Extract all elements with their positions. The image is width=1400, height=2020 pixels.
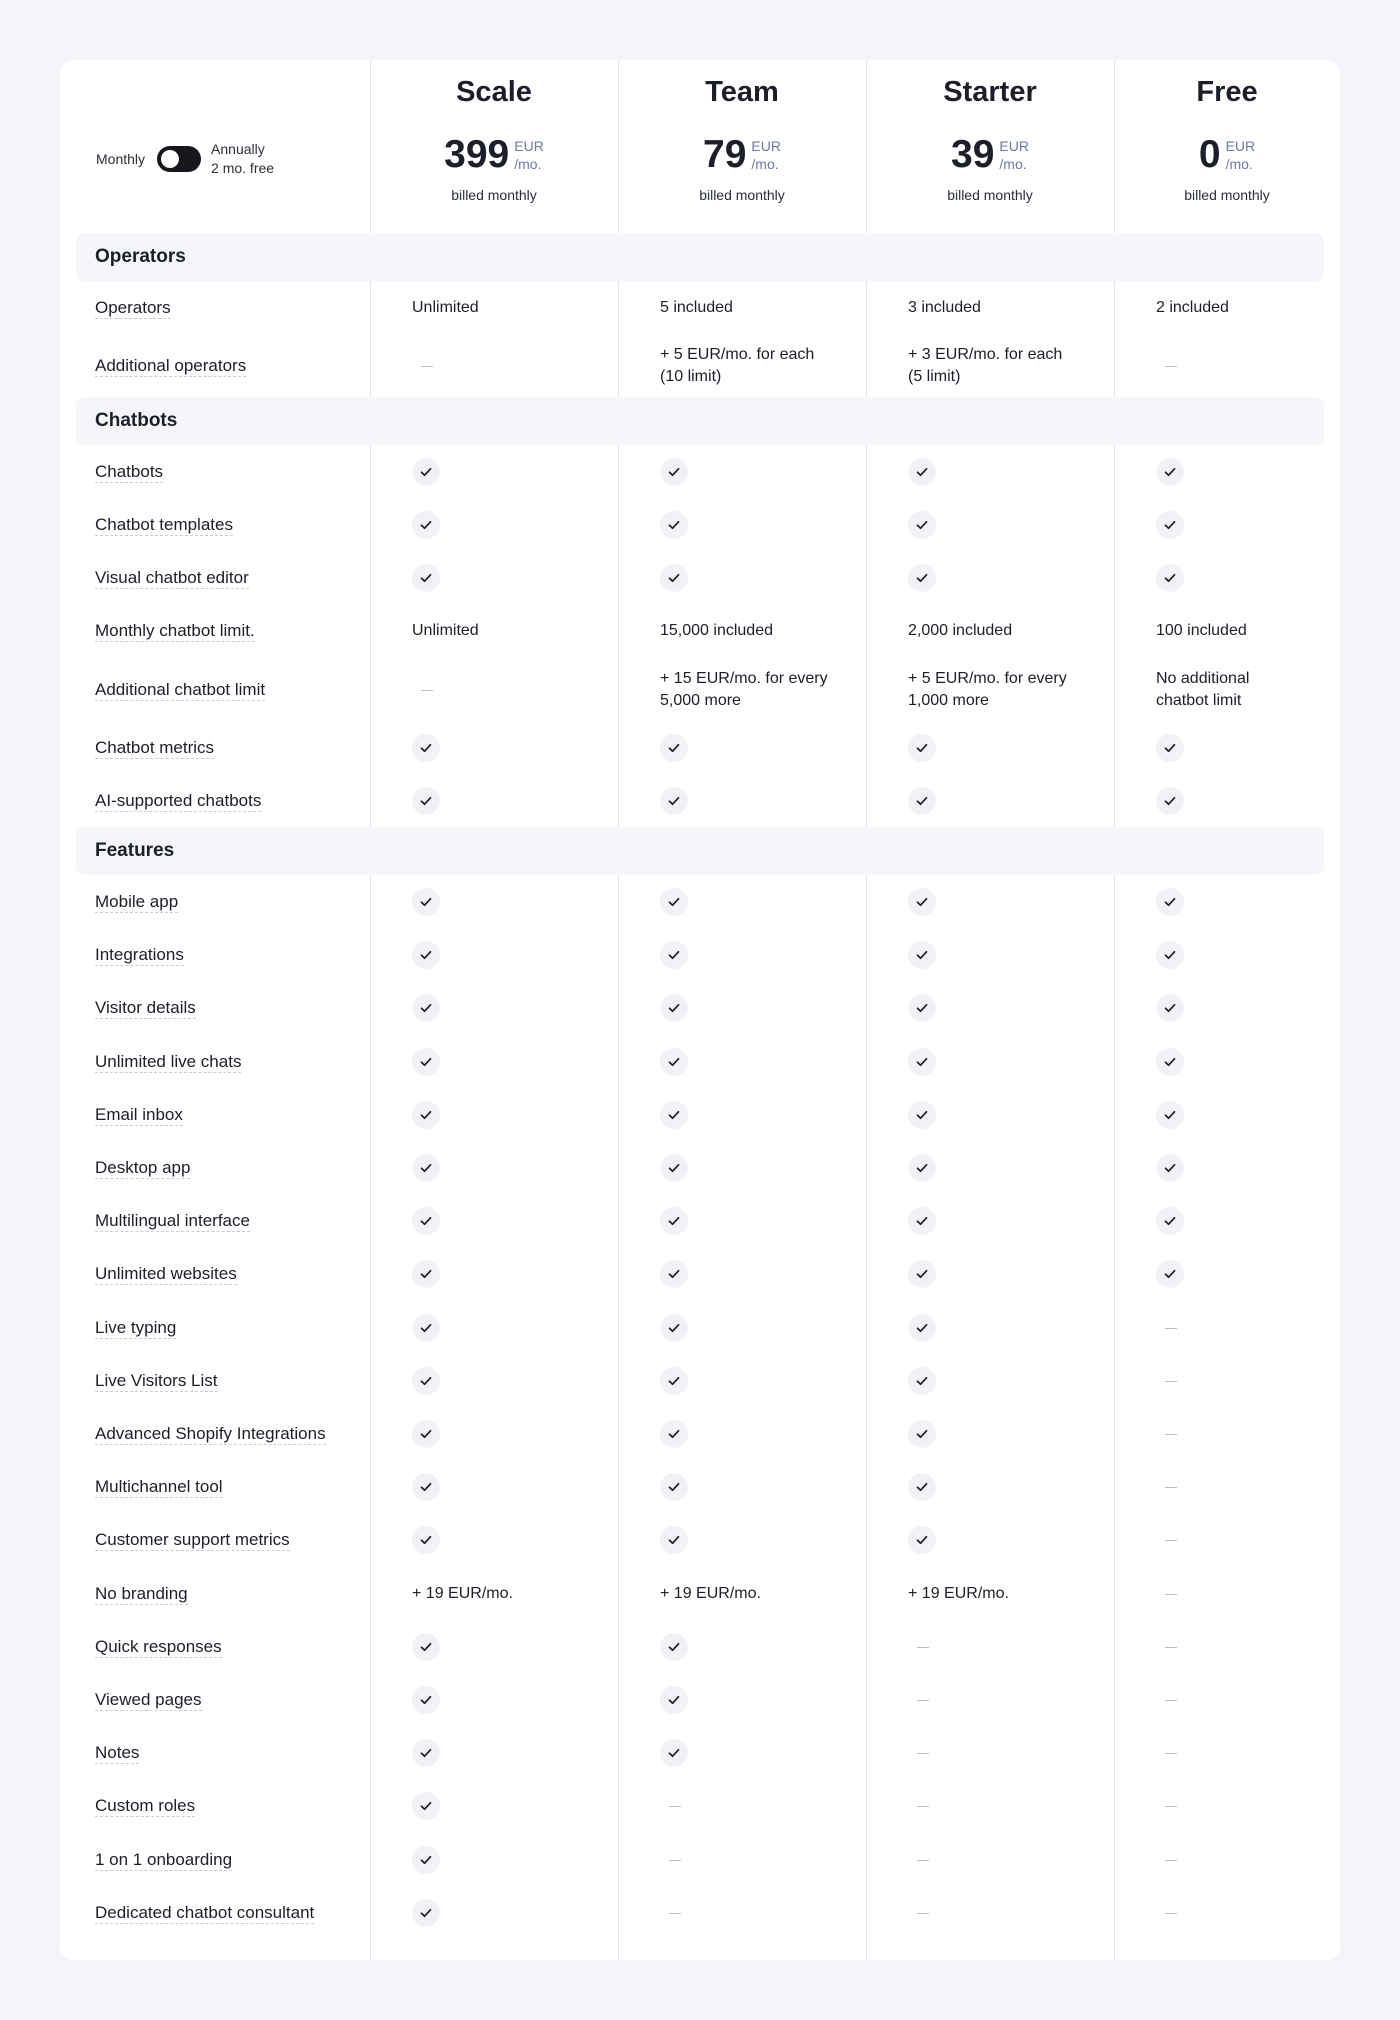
table-row: [60, 721, 1340, 774]
table-row: [60, 1195, 1340, 1248]
price-currency: EUR: [999, 138, 1029, 154]
check-icon: [908, 458, 936, 486]
dash-icon: [1165, 1700, 1177, 1701]
plan-value: [412, 297, 479, 319]
price-amount: 399: [444, 133, 510, 176]
feature-label[interactable]: AI-supported chatbots: [95, 790, 262, 810]
check-icon: [412, 1739, 440, 1767]
plan-value-line: Unlimited: [412, 298, 479, 316]
feature-label[interactable]: Customer support metrics: [95, 1530, 290, 1550]
price-period: /mo.: [514, 156, 542, 172]
check-icon: [660, 787, 688, 815]
section-title: Operators: [95, 246, 186, 267]
feature-label[interactable]: Chatbots: [95, 461, 164, 481]
dash-icon: [1165, 1594, 1177, 1595]
check-icon: [908, 1048, 936, 1076]
table-row: [60, 658, 1340, 721]
plan-value-line: 5,000 more: [660, 691, 741, 709]
plan-value: [908, 344, 1062, 388]
section-header-features: [76, 827, 1324, 875]
annually-label: Annually: [211, 141, 265, 157]
check-icon: [660, 1367, 688, 1395]
check-icon: [660, 564, 688, 592]
table-row: [60, 334, 1340, 397]
dash-icon: [1165, 1328, 1177, 1329]
plan-value: [660, 297, 733, 319]
check-icon: [908, 1154, 936, 1182]
check-icon: [908, 1314, 936, 1342]
check-icon: [1156, 941, 1184, 969]
check-icon: [660, 1473, 688, 1501]
feature-label[interactable]: Dedicated chatbot consultant: [95, 1902, 315, 1922]
price-unit: [751, 137, 781, 173]
plan-value-line: + 5 EUR/mo. for each: [660, 345, 815, 363]
dash-icon: [917, 1806, 929, 1807]
check-icon: [412, 1048, 440, 1076]
table-row: [60, 929, 1340, 982]
check-icon: [660, 888, 688, 916]
table-row: [60, 1088, 1340, 1141]
plan-price: [866, 135, 1114, 175]
check-icon: [908, 888, 936, 916]
dash-icon: [917, 1860, 929, 1861]
check-icon: [412, 564, 440, 592]
check-icon: [412, 1154, 440, 1182]
check-icon: [660, 1314, 688, 1342]
plan-header-team: [618, 60, 866, 235]
dash-icon: [421, 366, 433, 367]
price-amount: 39: [951, 133, 995, 176]
table-row: [60, 1248, 1340, 1301]
check-icon: [660, 1260, 688, 1288]
price-unit: [514, 137, 544, 173]
plan-value-line: 5 included: [660, 298, 733, 316]
plan-value-line: + 3 EUR/mo. for each: [908, 345, 1063, 363]
feature-label[interactable]: Desktop app: [95, 1157, 191, 1177]
billing-note: billed monthly: [947, 187, 1033, 203]
plan-value: [1156, 620, 1247, 642]
check-icon: [1156, 1101, 1184, 1129]
check-icon: [660, 1526, 688, 1554]
plan-value-line: 1,000 more: [908, 691, 989, 709]
plan-value: [660, 1583, 761, 1605]
check-icon: [1156, 1154, 1184, 1182]
feature-label[interactable]: Quick responses: [95, 1636, 222, 1656]
check-icon: [660, 1739, 688, 1767]
price-period: /mo.: [751, 156, 779, 172]
check-icon: [660, 1154, 688, 1182]
check-icon: [412, 888, 440, 916]
plan-value-line: + 15 EUR/mo. for every: [660, 669, 828, 687]
check-icon: [412, 1367, 440, 1395]
plan-name: Scale: [456, 76, 532, 108]
table-row: [60, 1354, 1340, 1407]
check-icon: [660, 1207, 688, 1235]
table-row: [60, 1727, 1340, 1780]
section-header-chatbots: [76, 397, 1324, 445]
check-icon: [412, 1526, 440, 1554]
feature-label[interactable]: Multichannel tool: [95, 1477, 223, 1497]
price-amount: 0: [1198, 133, 1221, 176]
check-icon: [1156, 564, 1184, 592]
check-icon: [412, 1792, 440, 1820]
billing-note: billed monthly: [699, 187, 785, 203]
dash-icon: [1165, 1913, 1177, 1914]
feature-label[interactable]: Live typing: [95, 1317, 177, 1337]
price-currency: EUR: [514, 138, 544, 154]
feature-label[interactable]: Visual chatbot editor: [95, 568, 249, 588]
plan-header-starter: [866, 60, 1114, 235]
section-header-operators: [76, 233, 1324, 281]
feature-label[interactable]: Unlimited websites: [95, 1264, 237, 1284]
dash-icon: [1165, 1381, 1177, 1382]
feature-label[interactable]: Additional chatbot limit: [95, 679, 266, 699]
plan-value: [660, 620, 773, 642]
check-icon: [412, 1314, 440, 1342]
table-row: [60, 1301, 1340, 1354]
price-period: /mo.: [1225, 156, 1253, 172]
plan-value-line: 3 included: [908, 298, 981, 316]
plan-price: [1114, 135, 1340, 175]
feature-label[interactable]: Viewed pages: [95, 1689, 202, 1709]
table-row: [60, 498, 1340, 551]
billing-toggle-group: [96, 140, 274, 178]
dash-icon: [917, 1753, 929, 1754]
feature-label[interactable]: Visitor details: [95, 998, 196, 1018]
check-icon: [660, 458, 688, 486]
plan-value: [660, 668, 828, 712]
billing-period-toggle[interactable]: [157, 146, 201, 172]
check-icon: [660, 1048, 688, 1076]
table-row: [60, 1035, 1340, 1088]
check-icon: [412, 1420, 440, 1448]
plan-value-line: Unlimited: [412, 622, 479, 640]
table-row: [60, 445, 1340, 498]
plan-price: [618, 135, 866, 175]
feature-label[interactable]: Live Visitors List: [95, 1370, 218, 1390]
feature-label[interactable]: Custom roles: [95, 1796, 196, 1816]
check-icon: [660, 994, 688, 1022]
feature-label[interactable]: Mobile app: [95, 891, 179, 911]
feature-label[interactable]: Integrations: [95, 945, 184, 965]
table-row: [60, 1780, 1340, 1833]
dash-icon: [669, 1860, 681, 1861]
check-icon: [660, 511, 688, 539]
dash-icon: [1165, 1806, 1177, 1807]
feature-label[interactable]: Chatbot metrics: [95, 737, 215, 757]
dash-icon: [917, 1647, 929, 1648]
table-row: [60, 552, 1340, 605]
check-icon: [412, 941, 440, 969]
dash-icon: [1165, 1487, 1177, 1488]
plan-value-line: 2,000 included: [908, 622, 1013, 640]
check-icon: [412, 787, 440, 815]
check-icon: [412, 1473, 440, 1501]
table-row: [60, 774, 1340, 827]
table-row: [60, 1461, 1340, 1514]
price-period: /mo.: [999, 156, 1027, 172]
feature-label[interactable]: Additional operators: [95, 355, 247, 375]
check-icon: [660, 941, 688, 969]
toggle-knob: [161, 150, 179, 168]
plan-value: [908, 620, 1012, 642]
table-row: [60, 1620, 1340, 1673]
plan-value-line: (5 limit): [908, 367, 961, 385]
plan-value-line: chatbot limit: [1156, 691, 1242, 709]
check-icon: [660, 1686, 688, 1714]
check-icon: [908, 564, 936, 592]
check-icon: [908, 1260, 936, 1288]
feature-label[interactable]: Operators: [95, 297, 171, 317]
plan-name: Starter: [943, 76, 1037, 108]
dash-icon: [421, 690, 433, 691]
check-icon: [412, 1899, 440, 1927]
feature-label[interactable]: Notes: [95, 1743, 140, 1763]
plan-value-line: 100 included: [1156, 622, 1247, 640]
check-icon: [908, 941, 936, 969]
check-icon: [1156, 458, 1184, 486]
check-icon: [908, 1367, 936, 1395]
pricing-comparison-table: [60, 60, 1340, 1960]
table-row: [60, 605, 1340, 658]
check-icon: [1156, 1207, 1184, 1235]
check-icon: [412, 1101, 440, 1129]
table-row: [60, 1673, 1340, 1726]
check-icon: [908, 1473, 936, 1501]
billing-note: billed monthly: [1184, 187, 1270, 203]
plan-value-line: 2 included: [1156, 298, 1229, 316]
plan-value: [660, 344, 814, 388]
check-icon: [1156, 994, 1184, 1022]
table-row: [60, 1514, 1340, 1567]
check-icon: [1156, 734, 1184, 762]
plan-value-line: 15,000 included: [660, 622, 773, 640]
price-currency: EUR: [1225, 138, 1256, 154]
table-row: [60, 1407, 1340, 1460]
plan-value: [1156, 668, 1249, 712]
check-icon: [908, 994, 936, 1022]
dash-icon: [1165, 1540, 1177, 1541]
feature-label[interactable]: Multilingual interface: [95, 1211, 250, 1231]
dash-icon: [1165, 1753, 1177, 1754]
price-amount: 79: [703, 133, 747, 176]
check-icon: [412, 1260, 440, 1288]
check-icon: [908, 511, 936, 539]
annually-note: 2 mo. free: [211, 160, 275, 176]
feature-label[interactable]: No branding: [95, 1583, 188, 1603]
table-row: [60, 1141, 1340, 1194]
dash-icon: [1165, 1647, 1177, 1648]
billing-note: billed monthly: [451, 187, 537, 203]
check-icon: [1156, 888, 1184, 916]
check-icon: [660, 734, 688, 762]
plan-price: [370, 135, 618, 175]
table-row: [60, 281, 1340, 334]
feature-label[interactable]: Monthly chatbot limit.: [95, 621, 255, 641]
table-row: [60, 1886, 1340, 1939]
annually-label-group: [211, 140, 274, 178]
check-icon: [660, 1420, 688, 1448]
dash-icon: [917, 1700, 929, 1701]
check-icon: [412, 1846, 440, 1874]
check-icon: [908, 1526, 936, 1554]
section-title: Features: [95, 840, 175, 862]
plan-name: Team: [705, 76, 779, 108]
dash-icon: [1165, 1434, 1177, 1435]
plan-value: [908, 297, 981, 319]
check-icon: [1156, 511, 1184, 539]
plan-value: [412, 1583, 513, 1605]
dash-icon: [669, 1913, 681, 1914]
check-icon: [412, 734, 440, 762]
check-icon: [908, 787, 936, 815]
check-icon: [1156, 787, 1184, 815]
check-icon: [412, 994, 440, 1022]
plan-value: [412, 620, 479, 642]
table-row: [60, 1833, 1340, 1886]
plan-header-free: [1114, 60, 1340, 235]
table-row: [60, 982, 1340, 1035]
monthly-label: Monthly: [96, 151, 146, 167]
check-icon: [412, 1686, 440, 1714]
feature-label[interactable]: Unlimited live chats: [95, 1051, 242, 1071]
check-icon: [908, 1101, 936, 1129]
plan-value-line: + 5 EUR/mo. for every: [908, 669, 1067, 687]
feature-label[interactable]: Email inbox: [95, 1104, 183, 1124]
check-icon: [660, 1101, 688, 1129]
check-icon: [908, 734, 936, 762]
price-unit: [999, 137, 1029, 173]
check-icon: [1156, 1260, 1184, 1288]
check-icon: [1156, 1048, 1184, 1076]
plan-value: [908, 1583, 1009, 1605]
feature-label[interactable]: Chatbot templates: [95, 514, 233, 534]
feature-label[interactable]: Advanced Shopify Integrations: [95, 1423, 326, 1443]
plan-value: [908, 668, 1067, 712]
check-icon: [412, 1207, 440, 1235]
price-currency: EUR: [751, 138, 781, 154]
plan-value: [1156, 297, 1229, 319]
check-icon: [908, 1207, 936, 1235]
plan-value-line: + 19 EUR/mo.: [908, 1584, 1009, 1602]
feature-label[interactable]: 1 on 1 onboarding: [95, 1849, 233, 1869]
plan-value-line: No additional: [1156, 669, 1250, 687]
dash-icon: [1165, 1860, 1177, 1861]
plan-name: Free: [1196, 76, 1258, 108]
table-row: [60, 875, 1340, 928]
price-unit: [1226, 137, 1256, 173]
section-title: Chatbots: [95, 410, 178, 432]
plan-value-line: + 19 EUR/mo.: [660, 1584, 761, 1602]
dash-icon: [917, 1913, 929, 1914]
check-icon: [412, 458, 440, 486]
plan-value-line: + 19 EUR/mo.: [412, 1584, 513, 1602]
check-icon: [412, 511, 440, 539]
check-icon: [660, 1633, 688, 1661]
dash-icon: [1165, 366, 1177, 367]
table-row: [60, 1567, 1340, 1620]
check-icon: [412, 1633, 440, 1661]
plan-header-scale: [370, 60, 618, 235]
dash-icon: [669, 1806, 681, 1807]
plan-value-line: (10 limit): [660, 367, 722, 385]
check-icon: [908, 1420, 936, 1448]
